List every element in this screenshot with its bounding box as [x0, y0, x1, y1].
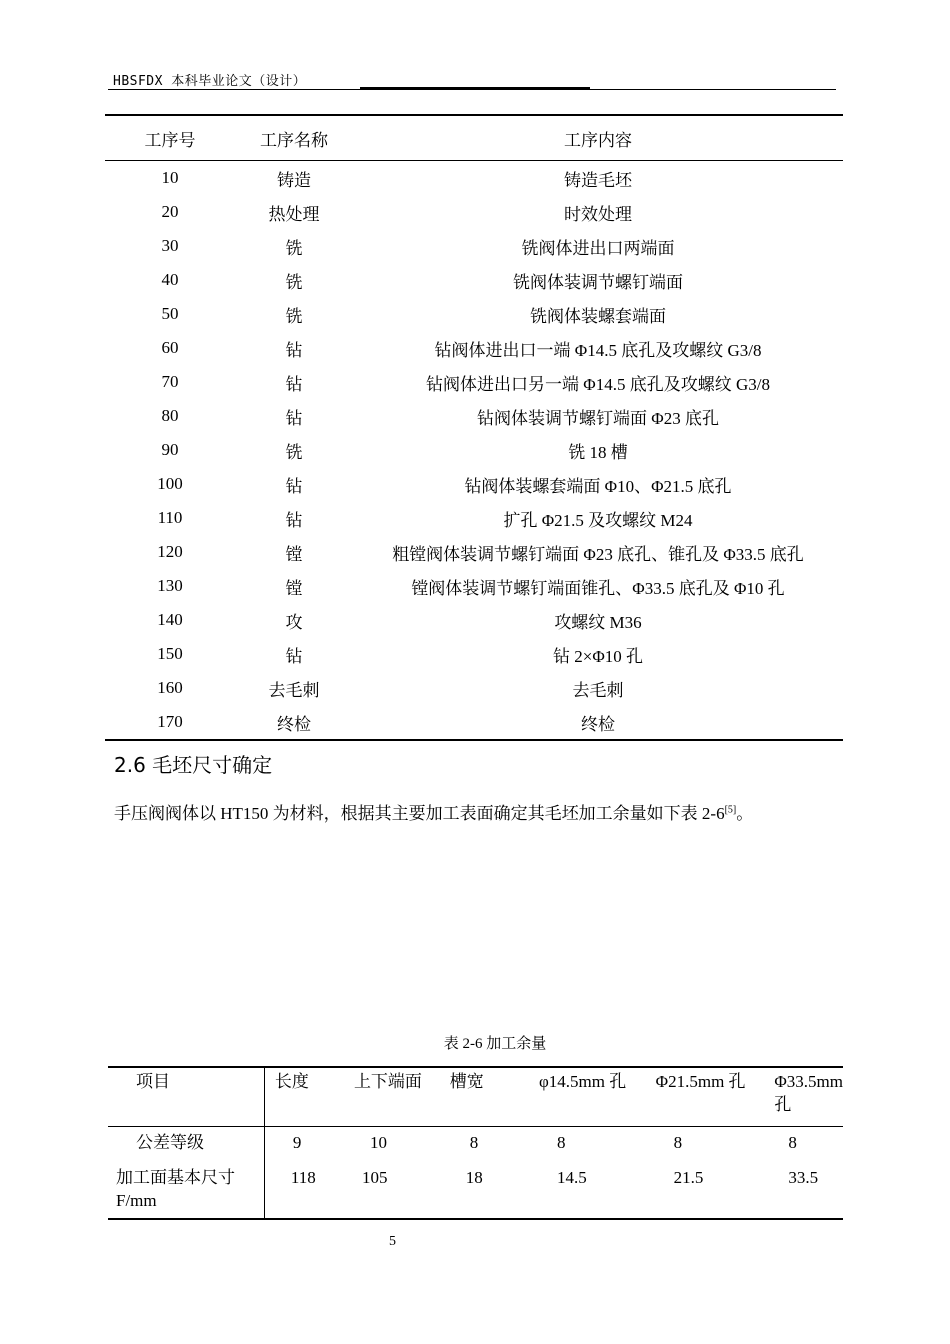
allow-cell: 33.5: [788, 1168, 819, 1187]
allowance-row-size: [108, 1163, 843, 1219]
step-number-cell: 30: [161, 236, 179, 255]
step-name-cell: 钻: [285, 510, 303, 530]
allow-cell: 18: [465, 1168, 483, 1187]
process-row: [105, 671, 843, 705]
step-name-cell: 铣: [285, 306, 303, 326]
process-row: [105, 229, 843, 263]
allow-cell: 加工面基本尺寸 F/mm: [108, 1163, 264, 1219]
step-number-cell: 130: [157, 576, 183, 595]
step-name-cell: 热处理: [268, 204, 320, 224]
step-number-cell: 170: [157, 712, 183, 731]
step-content-cell: 镗阀体装调节螺钉端面锥孔、Φ33.5 底孔及 Φ10 孔: [411, 578, 785, 598]
col-header-step-no: 工序号: [105, 115, 235, 161]
allow-cell: 105: [361, 1168, 388, 1187]
process-row: [105, 705, 843, 740]
step-number-cell: 70: [161, 372, 179, 391]
allow-header-faces: 上下端面: [344, 1067, 450, 1127]
step-number-cell: 10: [161, 168, 179, 187]
allow-cell: 公差等级: [108, 1127, 264, 1164]
allow-header-hole-14-5: φ14.5mm 孔: [539, 1067, 656, 1127]
process-row: [105, 331, 843, 365]
allowance-header-row: [108, 1067, 843, 1127]
step-name-cell: 铸造: [277, 170, 311, 190]
step-name-cell: 钻: [285, 374, 303, 394]
process-row: [105, 603, 843, 637]
col-header-step-content: 工序内容: [353, 115, 843, 161]
allow-cell: 10: [369, 1133, 387, 1152]
process-table-header-row: [105, 115, 843, 161]
step-name-cell: 攻: [285, 612, 303, 632]
process-row: [105, 535, 843, 569]
process-table-body: [105, 161, 843, 741]
step-number-cell: 20: [161, 202, 179, 221]
step-number-cell: 120: [157, 542, 183, 561]
step-content-cell: 攻螺纹 M36: [554, 612, 642, 632]
header-rule: [108, 89, 836, 90]
step-number-cell: 100: [157, 474, 183, 493]
step-content-cell: 铣阀体进出口两端面: [521, 238, 675, 258]
running-header: HBSFDX 本科毕业论文（设计）: [113, 74, 307, 89]
allow-cell: 8: [673, 1133, 683, 1152]
step-content-cell: 钻阀体装螺套端面 Φ10、Φ21.5 底孔: [464, 476, 732, 496]
step-content-cell: 扩孔 Φ21.5 及攻螺纹 M24: [503, 510, 693, 530]
step-content-cell: 铸造毛坯: [564, 170, 632, 190]
allow-cell: 21.5: [673, 1168, 704, 1187]
step-content-cell: 铣阀体装调节螺钉端面: [513, 272, 683, 292]
allow-cell: 14.5: [557, 1168, 587, 1187]
allowance-row-grade: [108, 1127, 843, 1164]
allow-header-hole-21-5: Φ21.5mm 孔: [656, 1067, 775, 1127]
table-caption: 表 2-6 加工余量: [443, 1036, 547, 1052]
process-row: [105, 365, 843, 399]
allow-cell: 8: [469, 1133, 479, 1152]
step-name-cell: 镗: [285, 544, 303, 564]
section-paragraph: [114, 799, 753, 824]
citation-ref: [5]: [724, 804, 737, 816]
step-number-cell: 80: [161, 406, 179, 425]
step-name-cell: 钻: [285, 408, 303, 428]
step-content-cell: 钻阀体进出口一端 Φ14.5 底孔及攻螺纹 G3/8: [434, 340, 762, 360]
step-number-cell: 160: [157, 678, 183, 697]
process-row: [105, 467, 843, 501]
page-number: 5: [389, 1234, 396, 1249]
step-number-cell: 150: [157, 644, 183, 663]
process-row: [105, 297, 843, 331]
col-header-step-name: 工序名称: [235, 115, 353, 161]
process-row: [105, 637, 843, 671]
step-name-cell: 铣: [285, 272, 303, 292]
step-content-cell: 钻阀体装调节螺钉端面 Φ23 底孔: [477, 408, 719, 428]
step-content-cell: 钻阀体进出口另一端 Φ14.5 底孔及攻螺纹 G3/8: [426, 374, 770, 394]
paragraph-text: 手压阀阀体以 HT150 为材料，根据其主要加工表面确定其毛坯加工余量如下表 2-6: [114, 804, 725, 823]
allow-header-hole-33-5: Φ33.5mm 孔: [774, 1067, 843, 1127]
step-name-cell: 铣: [285, 238, 303, 258]
allowance-table: [108, 1066, 843, 1220]
step-name-cell: 镗: [285, 578, 303, 598]
allow-header-item: 项目: [108, 1067, 264, 1127]
step-content-cell: 铣 18 槽: [568, 442, 628, 462]
step-content-cell: 去毛刺: [572, 680, 624, 700]
allow-cell: 118: [290, 1168, 316, 1187]
process-table: [105, 114, 843, 741]
step-content-cell: 时效处理: [564, 204, 632, 224]
step-name-cell: 钻: [285, 646, 303, 666]
process-row: [105, 501, 843, 535]
section-title: 2.6 毛坯尺寸确定: [114, 753, 273, 777]
step-number-cell: 50: [161, 304, 179, 323]
step-name-cell: 铣: [285, 442, 303, 462]
step-content-cell: 粗镗阀体装调节螺钉端面 Φ23 底孔、锥孔及 Φ33.5 底孔: [392, 544, 804, 564]
step-name-cell: 去毛刺: [268, 680, 320, 700]
step-name-cell: 终检: [277, 714, 311, 734]
process-row: [105, 263, 843, 297]
allow-header-slot: 槽宽: [450, 1067, 539, 1127]
allow-cell: 8: [557, 1133, 566, 1152]
step-content-cell: 钻 2×Φ10 孔: [552, 646, 643, 666]
step-name-cell: 钻: [285, 476, 303, 496]
allow-header-length: 长度: [264, 1067, 344, 1127]
process-row: [105, 569, 843, 603]
process-row: [105, 399, 843, 433]
step-number-cell: 40: [161, 270, 179, 289]
process-row: [105, 195, 843, 229]
step-content-cell: 终检: [581, 714, 615, 734]
step-number-cell: 60: [161, 338, 179, 357]
step-number-cell: 110: [157, 508, 183, 527]
step-content-cell: 铣阀体装螺套端面: [530, 306, 666, 326]
step-name-cell: 钻: [285, 340, 303, 360]
process-row: [105, 161, 843, 196]
step-number-cell: 140: [157, 610, 183, 629]
step-number-cell: 90: [161, 440, 179, 459]
allow-cell: 9: [292, 1133, 302, 1152]
paragraph-end: 。: [736, 804, 754, 823]
allow-cell: 8: [788, 1133, 797, 1152]
process-row: [105, 433, 843, 467]
